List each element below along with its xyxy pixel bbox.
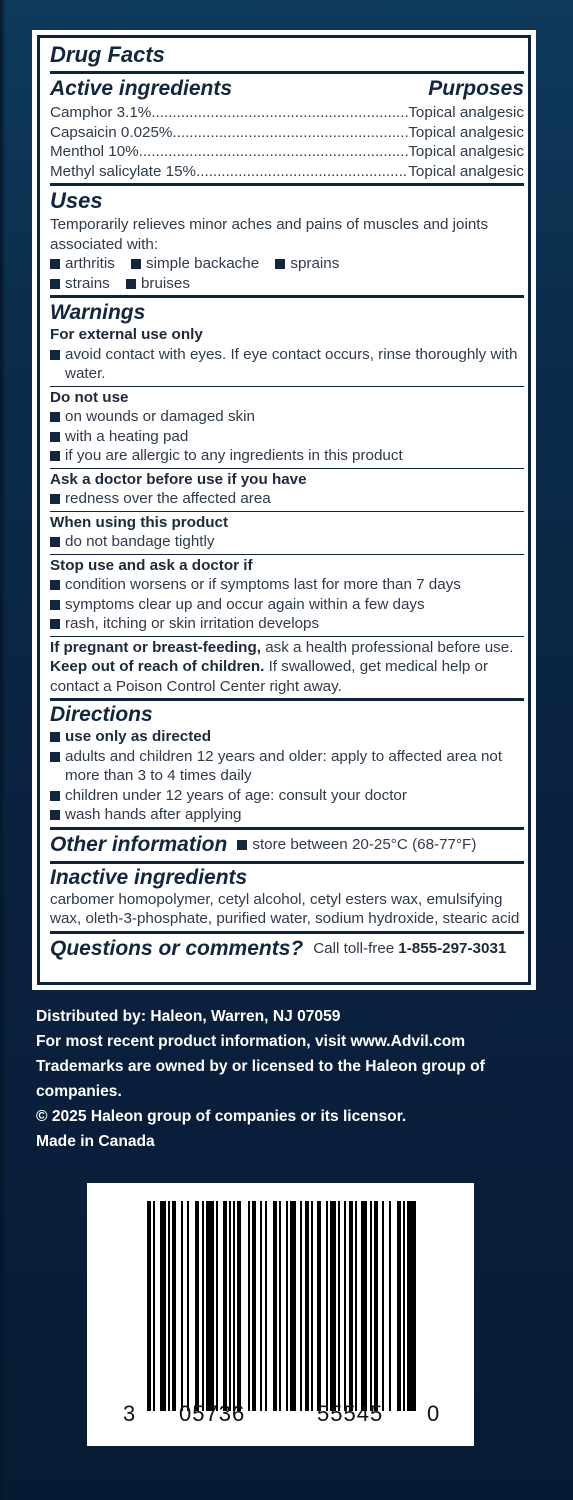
active-ingredients-header: Active ingredients <box>50 77 233 100</box>
barcode-bar <box>172 1201 176 1411</box>
use-item: strains <box>50 274 110 294</box>
barcode-bar <box>370 1201 372 1411</box>
barcode-bar <box>202 1201 204 1411</box>
active-ingredient-row <box>50 103 524 123</box>
direction-item: adults and children 12 years and older: apply to affected area not more than 3 to 4 times daily <box>50 747 524 786</box>
external-use-block <box>50 299 524 387</box>
barcode-bar <box>237 1201 241 1411</box>
use-item: sprains <box>275 254 339 274</box>
box-edge-shadow <box>0 0 6 1500</box>
barcode-bar <box>279 1201 281 1411</box>
barcode-left-digits: 05736 <box>179 1401 246 1426</box>
direction-item: children under 12 years of age: consult your doctor <box>50 786 524 806</box>
use-item: bruises <box>126 274 190 294</box>
other-information-item: store between 20-25°C (68-77°F) <box>237 835 476 855</box>
barcode-bar <box>260 1201 262 1411</box>
direction-item: use only as directed <box>50 727 524 747</box>
ask-doctor-block <box>50 469 524 512</box>
ingredient-name: Capsaicin 0.025% <box>50 123 173 141</box>
pregnant-bold: If pregnant or breast-feeding, <box>50 638 261 656</box>
barcode-bar <box>248 1201 250 1411</box>
barcode-bar <box>147 1201 151 1411</box>
barcode-bar <box>317 1201 321 1411</box>
leader-dots <box>196 162 408 182</box>
barcode-bar <box>168 1201 170 1411</box>
trademarks-line: Trademarks are owned by or licensed to the Haleon group of companies. <box>36 1058 485 1100</box>
barcode-right-digits: 55545 <box>317 1401 384 1426</box>
active-ingredients-section <box>50 74 524 186</box>
uses-header: Uses <box>50 188 103 213</box>
leader-dots <box>172 123 408 143</box>
ask-doctor-heading: Ask a doctor before use if you have <box>50 470 307 488</box>
drug-facts-panel <box>32 30 536 990</box>
questions-text: Call toll-free <box>313 939 395 957</box>
active-ingredient-row <box>50 162 524 182</box>
drug-facts-frame <box>37 35 531 985</box>
warning-item: avoid contact with eyes. If eye contact occurs, rinse thoroughly with water. <box>50 345 524 384</box>
warning-item: with a heating pad <box>50 427 524 447</box>
pregnancy-children-block <box>50 637 524 699</box>
barcode-bar <box>223 1201 227 1411</box>
barcode-bars <box>147 1201 407 1411</box>
made-in-line: Made in Canada <box>36 1133 155 1150</box>
other-information-section <box>50 830 524 864</box>
barcode-bar <box>273 1201 277 1411</box>
barcode-bar <box>403 1201 405 1411</box>
warning-item: on wounds or damaged skin <box>50 407 524 427</box>
other-information-header: Other information <box>50 832 228 856</box>
barcode-first-digit: 3 <box>123 1401 137 1426</box>
inactive-ingredients-section <box>50 864 524 934</box>
directions-header: Directions <box>50 703 153 726</box>
barcode-bar <box>338 1201 340 1411</box>
barcode-bar <box>389 1201 391 1411</box>
children-text: If swallowed, get medical help or contact a Poison Control Center right away. <box>50 658 489 695</box>
external-use-heading: For external use only <box>50 326 203 343</box>
uses-text: Temporarily relieves minor aches and pains of muscles and joints associated with: <box>50 216 489 253</box>
distributor-info <box>36 1004 556 1154</box>
ingredient-purpose: Topical analgesic <box>408 123 524 141</box>
product-info-line: For most recent product information, visit www.Advil.com <box>36 1033 466 1050</box>
uses-section <box>50 186 524 298</box>
stop-use-block <box>50 555 524 637</box>
barcode-bar <box>300 1201 302 1411</box>
directions-section <box>50 701 524 830</box>
barcode-bar <box>181 1201 183 1411</box>
do-not-use-block <box>50 387 524 469</box>
ingredient-purpose: Topical analgesic <box>408 104 524 121</box>
warning-item: redness over the affected area <box>50 489 524 509</box>
when-using-heading: When using this product <box>50 513 229 531</box>
barcode-bar <box>206 1201 214 1411</box>
barcode-bar <box>229 1201 231 1411</box>
children-bold: Keep out of reach of children. <box>50 658 265 675</box>
ingredient-name: Methyl salicylate 15% <box>50 162 197 180</box>
active-ingredient-row <box>50 142 524 162</box>
drug-facts-title: Drug Facts <box>50 42 165 67</box>
ingredient-purpose: Topical analgesic <box>408 143 524 160</box>
use-item: arthritis <box>50 254 115 274</box>
barcode-bar <box>344 1201 346 1411</box>
barcode-bar <box>195 1201 199 1411</box>
copyright-line: © 2025 Haleon group of companies or its licensor. <box>36 1108 407 1125</box>
drug-facts-title-section <box>50 40 524 74</box>
stop-use-heading: Stop use and ask a doctor if <box>50 556 253 574</box>
ingredient-name: Camphor 3.1% <box>50 104 152 121</box>
barcode-last-digit: 0 <box>427 1401 441 1426</box>
purposes-header: Purposes <box>428 77 524 100</box>
inactive-ingredients-text: carbomer homopolymer, cetyl alcohol, cetyl esters wax, emulsifying wax, oleth-3-phosphate, purified water, sodium hydroxide, stearic acid <box>50 890 520 927</box>
barcode-bar <box>330 1201 336 1411</box>
barcode-bar <box>252 1201 256 1411</box>
barcode-bar <box>286 1201 288 1411</box>
do-not-use-heading: Do not use <box>50 388 129 406</box>
warning-item: if you are allergic to any ingredients in this product <box>50 446 524 466</box>
barcode-bar <box>187 1201 189 1411</box>
leader-dots <box>139 142 409 162</box>
barcode-bar <box>153 1201 155 1411</box>
warning-item: do not bandage tightly <box>50 532 524 552</box>
barcode-bar <box>311 1201 313 1411</box>
barcode-bar <box>265 1201 267 1411</box>
ingredient-name: Menthol 10% <box>50 143 139 160</box>
warning-item: symptoms clear up and occur again within a few days <box>50 595 524 615</box>
leader-dots <box>151 103 408 123</box>
use-item: simple backache <box>131 254 259 274</box>
barcode-bar <box>290 1201 296 1411</box>
barcode-bar <box>160 1201 166 1411</box>
barcode-bar <box>216 1201 218 1411</box>
barcode-bar <box>355 1201 357 1411</box>
inactive-ingredients-header: Inactive ingredients <box>50 865 248 889</box>
pregnant-text: ask a health professional before use. <box>260 638 514 656</box>
barcode-bar <box>361 1201 367 1411</box>
distributed-by: Distributed by: Haleon, Warren, NJ 07059 <box>36 1008 341 1025</box>
barcode-bar <box>397 1201 401 1411</box>
warning-item: rash, itching or skin irritation develops <box>50 614 524 634</box>
ingredient-purpose: Topical analgesic <box>408 162 524 180</box>
barcode-bar <box>233 1201 235 1411</box>
questions-section <box>50 934 524 965</box>
barcode-bar <box>407 1201 415 1411</box>
questions-header: Questions or comments? <box>50 936 304 960</box>
phone-number: 1-855-297-3031 <box>398 939 507 957</box>
warnings-section <box>50 298 524 701</box>
barcode-bar <box>305 1201 309 1411</box>
barcode <box>87 1183 474 1446</box>
barcode-bar <box>326 1201 328 1411</box>
warning-item: condition worsens or if symptoms last for more than 7 days <box>50 575 524 595</box>
barcode-bar <box>349 1201 353 1411</box>
when-using-block <box>50 512 524 555</box>
barcode-bar <box>382 1201 384 1411</box>
direction-item: wash hands after applying <box>50 805 524 825</box>
active-ingredient-row <box>50 123 524 143</box>
warnings-header: Warnings <box>50 301 146 324</box>
barcode-bar <box>374 1201 378 1411</box>
